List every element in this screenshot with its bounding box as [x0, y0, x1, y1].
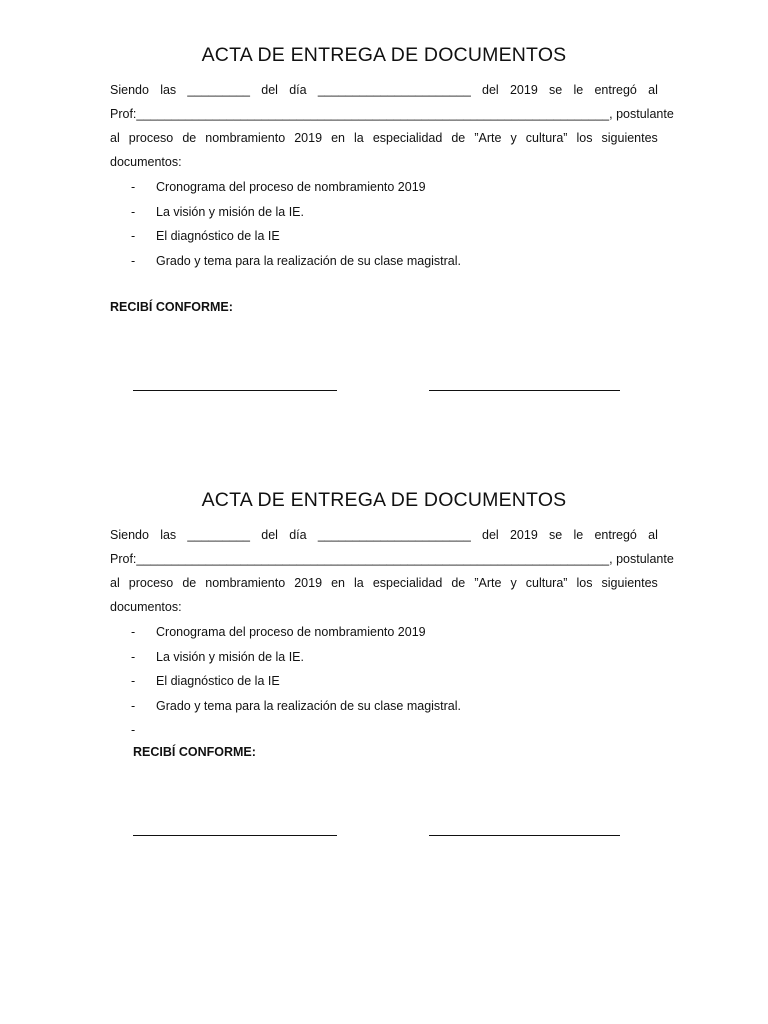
word: al [110, 131, 120, 145]
word: Siendo [110, 528, 149, 542]
word: especialidad [372, 131, 443, 145]
word: y [510, 576, 517, 590]
paragraph-line-3 [110, 126, 658, 151]
time-blank[interactable]: _________ [187, 83, 250, 97]
word: 2019 [509, 528, 538, 542]
word: de [182, 131, 197, 145]
postulante-text: , postulante [609, 107, 674, 121]
list-item [110, 224, 658, 249]
word: nombramiento [205, 131, 286, 145]
postulante-text: , postulante [609, 552, 674, 566]
word: de [451, 576, 466, 590]
signature-line-left[interactable] [133, 374, 337, 391]
word: entregó [594, 528, 637, 542]
list-item [110, 694, 658, 719]
list-dash: - [131, 674, 136, 688]
list-dash: - [131, 229, 136, 243]
day-blank[interactable]: ______________________ [317, 83, 471, 97]
word: ”Arte [474, 576, 502, 590]
prof-label: Prof: [110, 552, 137, 566]
word: le [573, 83, 584, 97]
list-item [110, 249, 658, 274]
word: del [482, 83, 499, 97]
word: del [261, 83, 278, 97]
word: nombramiento [205, 576, 286, 590]
paragraph-line-2 [110, 547, 674, 572]
paragraph-line-1 [110, 523, 658, 548]
list-dash: - [131, 649, 136, 664]
word: los [576, 576, 593, 590]
list-dash: - [131, 180, 136, 194]
prof-label: Prof: [110, 107, 137, 121]
paragraph-line-4: documentos: [110, 600, 182, 614]
list-item [110, 273, 658, 298]
list-item [110, 645, 658, 670]
word: especialidad [372, 576, 443, 590]
word: se [549, 528, 563, 542]
list-item-text: La visión y misión de la IE. [156, 649, 304, 664]
word: siguientes [601, 576, 658, 590]
document-title: ACTA DE ENTREGA DE DOCUMENTOS [201, 489, 567, 511]
word: 2019 [509, 83, 538, 97]
list-item [110, 620, 658, 645]
professor-name-blank[interactable]: ____________________________________________________________________ [136, 107, 610, 121]
list-dash: - [131, 625, 136, 639]
word: de [451, 131, 466, 145]
list-item-text: Grado y tema para la realización de su clase magistral. [156, 698, 462, 713]
document-title: ACTA DE ENTREGA DE DOCUMENTOS [201, 44, 567, 66]
list-item [110, 175, 658, 200]
word: y [510, 131, 517, 145]
word: del [261, 528, 278, 542]
word: proceso [128, 576, 174, 590]
signature-line-right[interactable] [429, 819, 620, 836]
word: los [576, 131, 593, 145]
list-item-text: Cronograma del proceso de nombramiento 2019 [156, 180, 426, 194]
word: la [354, 131, 364, 145]
paragraph-line-3 [110, 571, 658, 596]
recibi-conforme-label: RECIBÍ CONFORME: [133, 745, 256, 759]
word: las [160, 83, 177, 97]
recibi-conforme-label: RECIBÍ CONFORME: [110, 300, 233, 314]
word: las [160, 528, 177, 542]
word: al [110, 576, 120, 590]
word: cultura” [525, 131, 568, 145]
paragraph-line-4: documentos: [110, 155, 182, 169]
document-list [110, 620, 658, 743]
word: día [289, 83, 307, 97]
word: Siendo [110, 83, 149, 97]
word: en [331, 576, 345, 590]
list-item [110, 200, 658, 225]
time-blank[interactable]: _________ [187, 528, 250, 542]
word: le [573, 528, 584, 542]
list-item-text: El diagnóstico de la IE [156, 674, 280, 688]
paragraph-line-2 [110, 102, 674, 127]
word: ”Arte [474, 131, 502, 145]
word: al [648, 83, 658, 97]
word: se [549, 83, 563, 97]
word: la [354, 576, 364, 590]
word: entregó [594, 83, 637, 97]
list-dash: - [131, 723, 136, 737]
list-dash: - [131, 698, 136, 713]
word: proceso [128, 131, 174, 145]
paragraph-line-1 [110, 78, 658, 103]
word: de [182, 576, 197, 590]
list-item-text: La visión y misión de la IE. [156, 204, 304, 219]
list-item-text: Cronograma del proceso de nombramiento 2019 [156, 625, 426, 639]
professor-name-blank[interactable]: ____________________________________________________________________ [136, 552, 610, 566]
word: 2019 [294, 131, 323, 145]
word: al [648, 528, 658, 542]
list-item [110, 669, 658, 694]
word: del [482, 528, 499, 542]
signature-line-left[interactable] [133, 819, 337, 836]
word: cultura” [525, 576, 568, 590]
signature-line-right[interactable] [429, 374, 620, 391]
word: en [331, 131, 345, 145]
day-blank[interactable]: ______________________ [317, 528, 471, 542]
word: 2019 [294, 576, 323, 590]
list-dash: - [131, 204, 136, 219]
list-dash: - [131, 253, 136, 268]
word: siguientes [601, 131, 658, 145]
document-list [110, 175, 658, 298]
list-item-text: Grado y tema para la realización de su clase magistral. [156, 253, 462, 268]
list-item-text: El diagnóstico de la IE [156, 229, 280, 243]
word: día [289, 528, 307, 542]
list-item [110, 718, 658, 743]
